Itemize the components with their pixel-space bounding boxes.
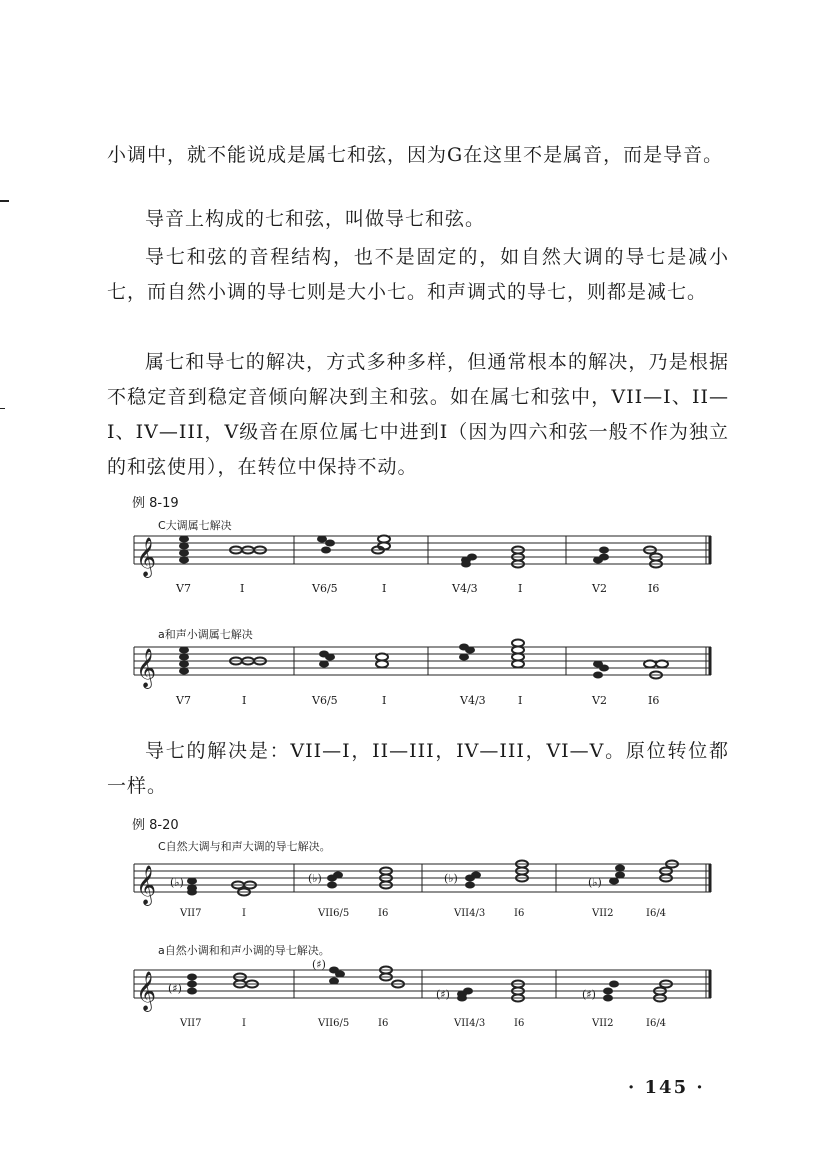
chord-label: V6/5 [312,582,338,595]
chord-label: I6 [648,582,660,595]
chord-label: VII2 [592,1018,614,1029]
chord-label: VII6/5 [318,908,350,919]
margin-mark [0,200,9,202]
chord-label: I [242,908,246,919]
chord-label: VII4/3 [454,1018,486,1029]
chord-label: I6 [378,908,389,919]
svg-text:(♯): (♯) [582,988,596,1001]
svg-text:𝄞: 𝄞 [136,865,157,905]
margin-mark [0,408,5,409]
chord-label: I6 [514,908,525,919]
chord-label: V7 [176,582,191,595]
paragraph-1: 小调中，就不能说成是属七和弦，因为G在这里不是属音，而是导音。 [107,144,724,166]
svg-text:(♭): (♭) [444,872,458,885]
svg-text:(♭): (♭) [588,876,602,889]
staff-title: a自然小调和和声小调的导七解决。 [158,944,330,957]
svg-text:(♭): (♭) [170,876,184,889]
svg-text:(♯): (♯) [168,982,182,995]
chord-label: VII7 [180,908,202,919]
example-label: 例 8-19 [132,496,179,511]
svg-text:(♭): (♭) [308,872,322,885]
paragraph-3: 导七和弦的音程结构，也不是固定的，如自然大调的导七是减小七，而自然小调的导七则是大小七。和声调式的导七，则都是减七。 [107,246,729,303]
chord-label: VII4/3 [454,908,486,919]
example-label: 例 8-20 [132,818,179,833]
music-staff [126,954,716,1024]
chord-label: V2 [592,582,607,595]
chord-label: I [518,694,523,707]
chord-label: I [382,694,387,707]
chord-label: I [518,582,523,595]
chord-label: I6/4 [646,1018,667,1029]
staff-title: C大调属七解决 [158,519,232,532]
music-staff [126,633,716,723]
staff-title: C自然大调与和声大调的导七解决。 [158,840,331,853]
svg-text:(♯): (♯) [312,958,326,971]
chord-label: V4/3 [452,582,478,595]
staff-title: a和声小调属七解决 [158,628,253,641]
svg-text:𝄞: 𝄞 [136,648,157,688]
chord-label: I [382,582,387,595]
paragraph-4: 属七和导七的解决，方式多种多样，但通常根本的解决，乃是根据不稳定音到稳定音倾向解决到主和弦。如在属七和弦中，VII—I、II—I、IV—III，V级音在原位属七中进到I（因为四六和弦一般不作为独立的和弦使用），在转位中保持不动。 [107,351,729,478]
chord-label: V2 [592,694,607,707]
music-staff [126,526,716,616]
chord-label: I [242,1018,246,1029]
paragraph-2: 导音上构成的七和弦，叫做导七和弦。 [145,208,486,230]
chord-label: V6/5 [312,694,338,707]
chord-label: VII2 [592,908,614,919]
chord-label: V4/3 [460,694,486,707]
page-number: · 145 · [628,1077,705,1098]
chord-label: V7 [176,694,191,707]
svg-text:𝄞: 𝄞 [136,537,157,577]
chord-label: I [240,582,245,595]
paragraph-5: 导七的解决是：VII—I，II—III，IV—III，VI—V。原位转位都一样。 [107,740,729,797]
chord-label: I [242,694,247,707]
svg-text:𝄞: 𝄞 [136,971,157,1011]
music-staff [126,848,716,918]
chord-label: I6/4 [646,908,667,919]
chord-label: VII6/5 [318,1018,350,1029]
chord-label: I6 [378,1018,389,1029]
chord-label: I6 [648,694,660,707]
chord-label: VII7 [180,1018,202,1029]
svg-text:(♯): (♯) [436,988,450,1001]
chord-label: I6 [514,1018,525,1029]
